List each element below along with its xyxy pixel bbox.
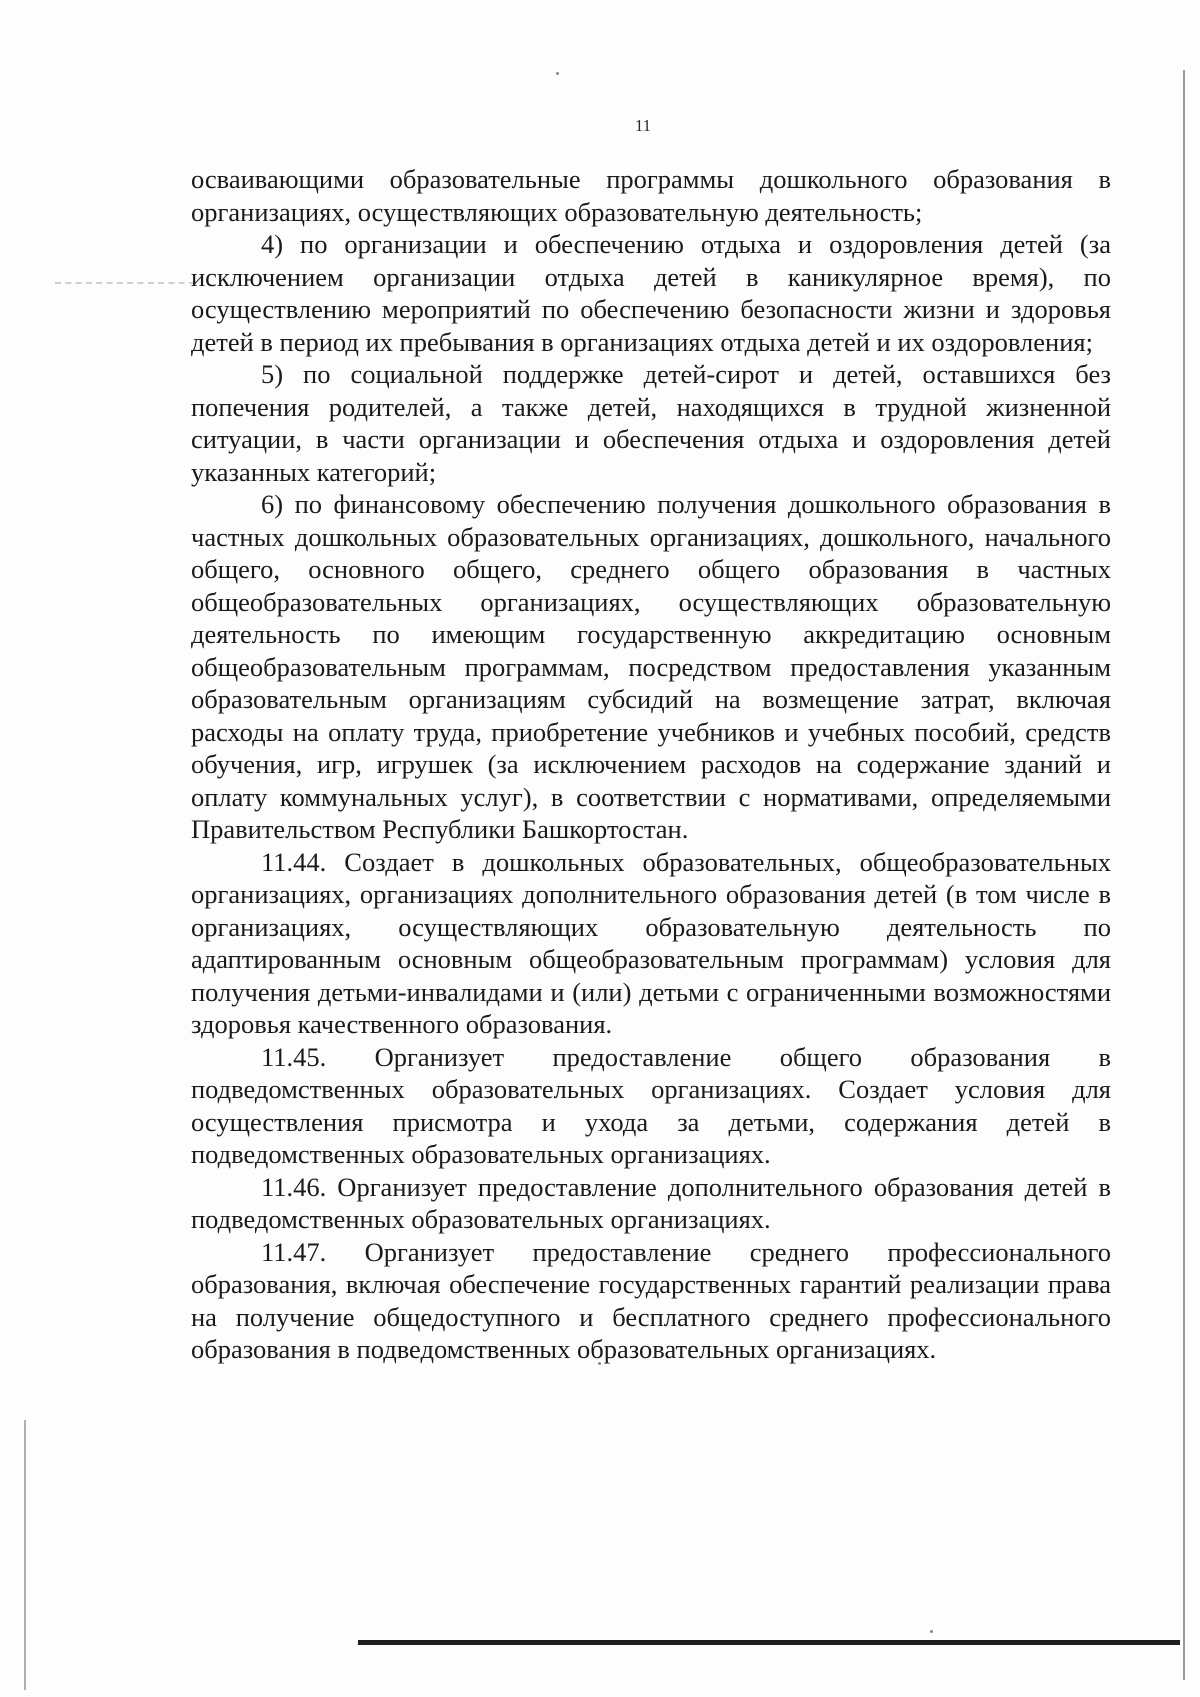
paragraph: 5) по социальной поддержке детей-сирот и детей, оставшихся без попечения родителей, а также детей, находящихся в трудной жизненной ситуации, в части организации и обеспечения отдыха и оздоровления детей указанных категорий; xyxy=(191,359,1111,487)
paragraph: 4) по организации и обеспечению отдыха и оздоровления детей (за исключением организации отдыха детей в каникулярное время), по осуществлению мероприятий по обеспечению безопасности жизни и здоровья детей в период их пребывания в организациях отдыха детей и их оздоровления; xyxy=(191,229,1111,357)
paragraph: 11.47. Организует предоставление среднего профессионального образования, включая обеспечение государственных гарантий реализации права на получение общедоступного и бесплатного среднего профессионального образования в подведомственных образовательных организациях. xyxy=(191,1236,1111,1364)
scan-edge-line-bottom xyxy=(358,1640,1180,1645)
paragraph: 11.45. Организует предоставление общего образования в подведомственных образовательных организациях. Создает условия для осуществления присмотра и ухода за детьми, содержания детей в подведомственных образовательных организациях. xyxy=(191,1041,1111,1169)
scan-edge-line-right xyxy=(1183,70,1185,1680)
document-body xyxy=(191,163,1111,1366)
paragraph: 6) по финансовому обеспечению получения дошкольного образования в частных дошкольных образовательных организациях, дошкольного, начального общего, основного общего, среднего общего образования в частных общеобразовательных организациях, осуществляющих образовательную деятельность по имеющим государственную аккредитацию основным общеобразовательным программам, посредством предоставления указанным образовательным организациям субсидий на возмещение затрат, включая расходы на оплату труда, приобретение учебников и учебных пособий, средств обучения, игр, игрушек (за исключением расходов на содержание зданий и оплату коммунальных услуг), в соответствии с нормативами, определяемыми Правительством Республики Башкортостан. xyxy=(191,489,1111,844)
paragraph: 11.44. Создает в дошкольных образовательных, общеобразовательных организациях, организациях дополнительного образования детей (в том числе в организациях, осуществляющих образовательную деятельность по адаптированным основным общеобразовательным программам) условия для получения детьми-инвалидами и (или) детьми с ограниченными возможностями здоровья качественного образования. xyxy=(191,846,1111,1039)
scan-artifact-dashes xyxy=(55,282,195,284)
scan-artifact-dot xyxy=(556,72,559,75)
paragraph: осваивающими образовательные программы дошкольного образования в организациях, осуществляющих образовательную деятельность; xyxy=(191,164,1111,227)
scan-artifact-dot xyxy=(930,1630,933,1633)
page-number: 11 xyxy=(634,116,652,135)
paragraph: 11.46. Организует предоставление дополнительного образования детей в подведомственных образовательных организациях. xyxy=(191,1171,1111,1234)
scan-edge-line-left xyxy=(24,1420,26,1690)
